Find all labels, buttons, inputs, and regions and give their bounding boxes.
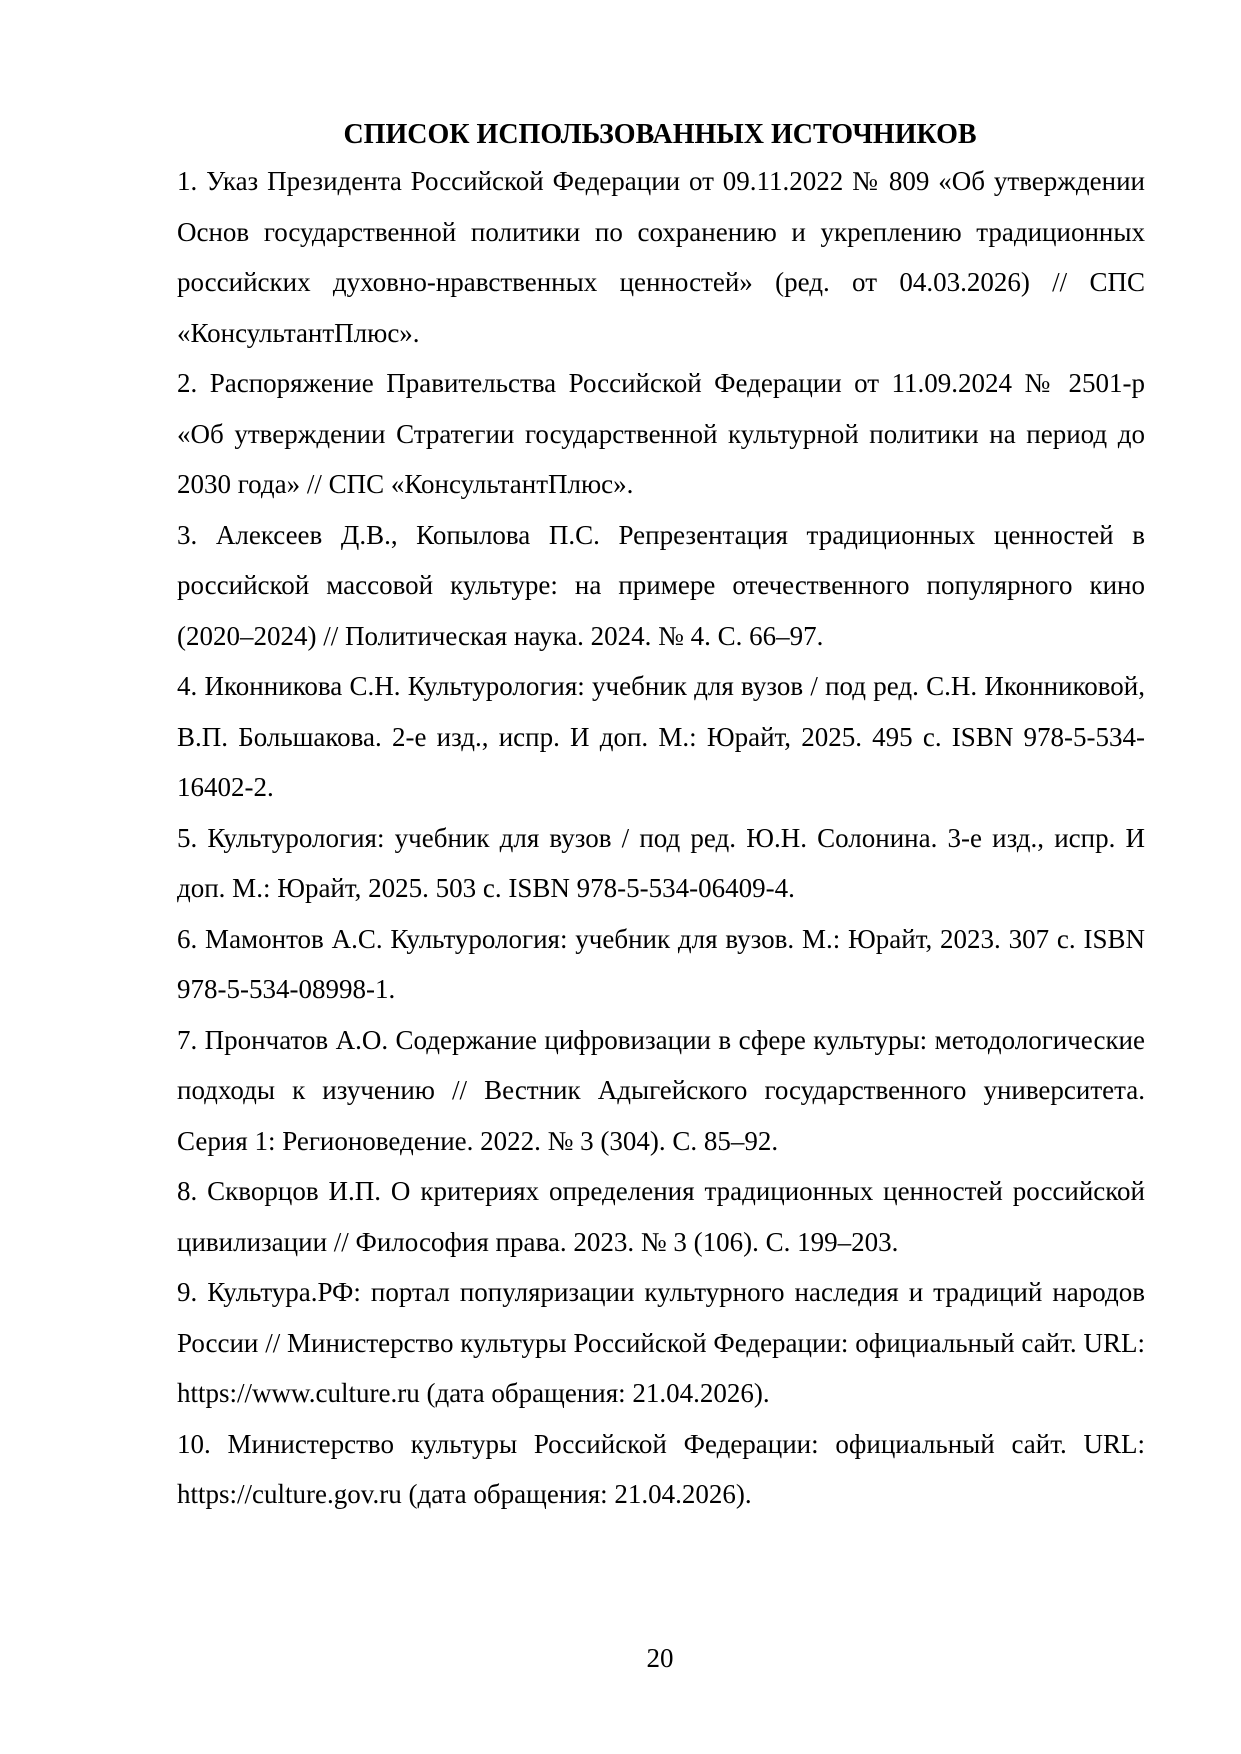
- reference-item-6: 6. Мамонтов А.С. Культурология: учебник для вузов. М.: Юрайт, 2023. 307 с. ISBN 978-5-534-08998-1.: [177, 923, 1145, 1004]
- references-list: [177, 156, 1145, 1520]
- reference-item-3: 3. Алексеев Д.В., Копылова П.С. Репрезентация традиционных ценностей в российской массовой культуре: на примере отечественного популярного кино (2020–2024) // Политическая наука. 2024. № 4. С. 66–97.: [177, 519, 1145, 651]
- reference-item-8: 8. Скворцов И.П. О критериях определения традиционных ценностей российской цивилизации // Философия права. 2023. № 3 (106). С. 199–203.: [177, 1176, 1145, 1257]
- page-number: 20: [646, 1643, 674, 1673]
- reference-item-4: 4. Иконникова С.Н. Культурология: учебник для вузов / под ред. С.Н. Иконниковой, В.П. Большакова. 2-е изд., испр. И доп. М.: Юрайт, 2025. 495 с. ISBN 978-5-534-16402-2.: [177, 671, 1145, 802]
- reference-item-7: 7. Прончатов А.О. Содержание цифровизации в сфере культуры: методологические подходы к изучению // Вестник Адыгейского государственного университета. Серия 1: Регионоведение. 2022. № 3 (304). С. 85–92.: [177, 1024, 1145, 1156]
- reference-item-1: 1. Указ Президента Российской Федерации от 09.11.2022 № 809 «Об утверждении Основ государственной политики по сохранению и укреплению традиционных российских духовно-нравственных ценностей» (ред. от 04.03.2026) // СПС «КонсультантПлюс».: [177, 166, 1145, 348]
- reference-item-9: 9. Культура.РФ: портал популяризации культурного наследия и традиций народов России // Министерство культуры Российской Федерации: официальный сайт. URL: https://www.culture.ru (дата обращения: 21.04.2026).: [177, 1277, 1145, 1408]
- reference-item-2: 2. Распоряжение Правительства Российской Федерации от 11.09.2024 № 2501-р «Об утверждении Стратегии государственной культурной политики на период до 2030 года» // СПС «КонсультантПлюс».: [177, 368, 1145, 499]
- reference-item-5: 5. Культурология: учебник для вузов / под ред. Ю.Н. Солонина. 3-е изд., испр. И доп. М.: Юрайт, 2025. 503 с. ISBN 978-5-534-06409-4.: [177, 822, 1145, 903]
- page-title: СПИСОК ИСПОЛЬЗОВАННЫХ ИСТОЧНИКОВ: [343, 119, 977, 150]
- reference-item-10: 10. Министерство культуры Российской Федерации: официальный сайт. URL: https://culture.gov.ru (дата обращения: 21.04.2026).: [177, 1428, 1145, 1509]
